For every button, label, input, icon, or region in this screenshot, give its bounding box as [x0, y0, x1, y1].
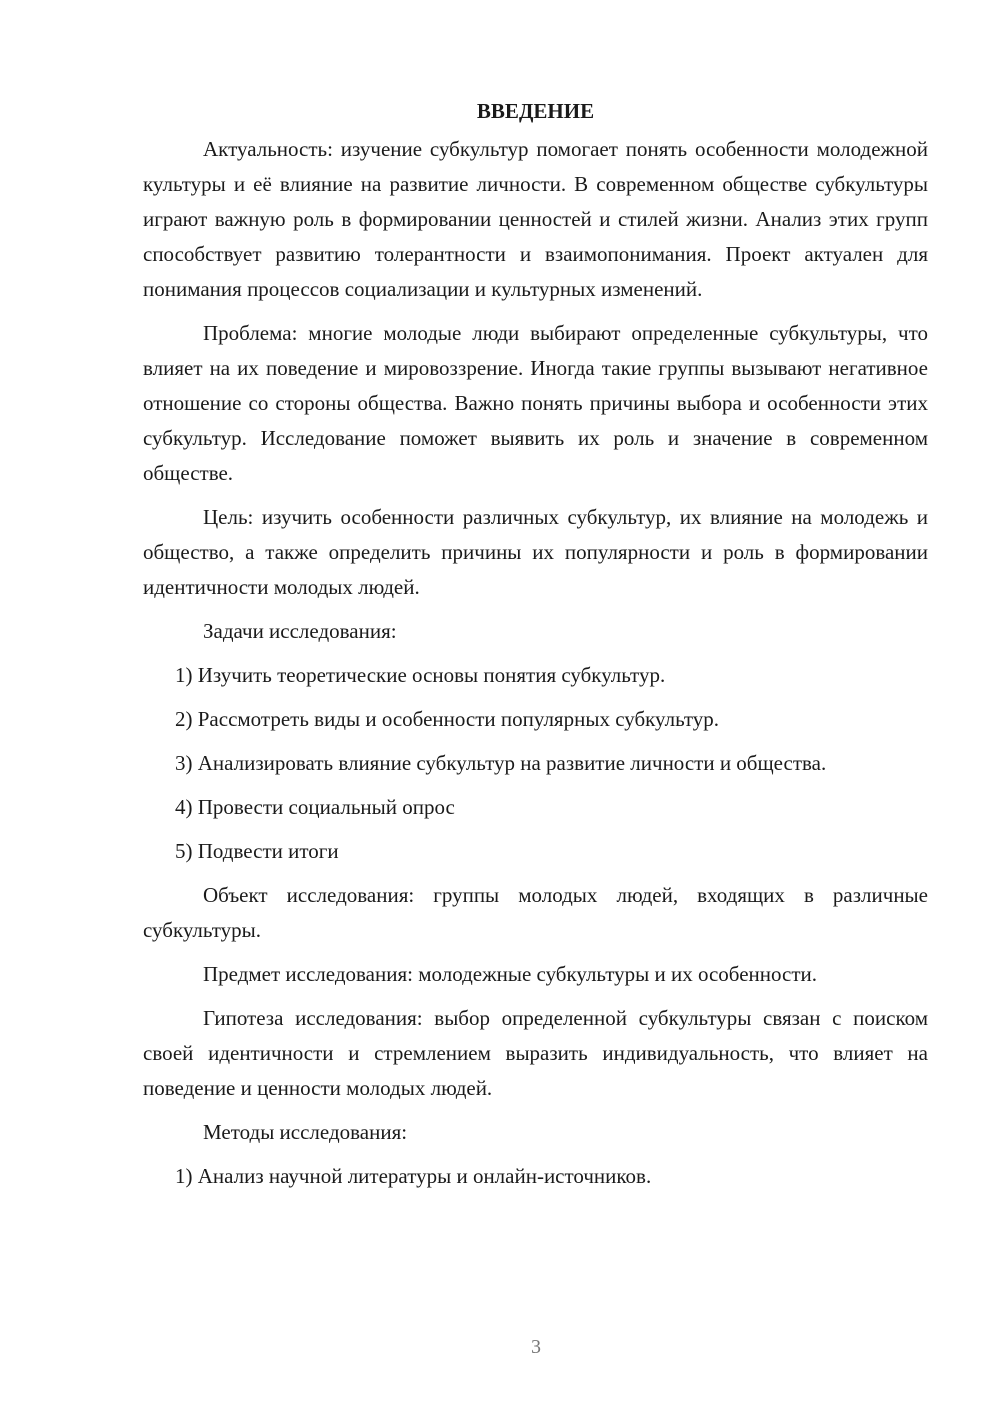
task-item-4: 4) Провести социальный опрос — [175, 795, 455, 819]
section-heading: ВВЕДЕНИЕ — [476, 99, 595, 123]
relevance-paragraph: Актуальность: изучение субкультур помогает понять особенности молодежной культуры и её влияние на развитие личности. В современном обществе субкультуры играют важную роль в формировании ценностей и стилей жизни. Анализ этих групп способствует развитию толерантности и взаимопонимания. Проект актуален для понимания процессов социализации и культурных изменений. — [143, 137, 928, 301]
method-item-1: 1) Анализ научной литературы и онлайн-источников. — [175, 1164, 652, 1188]
hypothesis-paragraph: Гипотеза исследования: выбор определенной субкультуры связан с поиском своей идентичности и стремлением выразить индивидуальность, что влияет на поведение и ценности молодых людей. — [143, 1006, 928, 1100]
goal-paragraph: Цель: изучить особенности различных субкультур, их влияние на молодежь и общество, а также определить причины их популярности и роль в формировании идентичности молодых людей. — [143, 505, 928, 599]
task-item-3: 3) Анализировать влияние субкультур на развитие личности и общества. — [175, 751, 827, 775]
task-item-5: 5) Подвести итоги — [175, 839, 339, 863]
subject-paragraph: Предмет исследования: молодежные субкультуры и их особенности. — [203, 962, 818, 986]
object-paragraph: Объект исследования: группы молодых людей, входящих в различные субкультуры. — [143, 883, 928, 942]
page-content — [143, 96, 928, 1203]
problem-paragraph: Проблема: многие молодые люди выбирают определенные субкультуры, что влияет на их поведение и мировоззрение. Иногда такие группы вызывают негативное отношение со стороны общества. Важно понять причины выбора и особенности этих субкультур. Исследование поможет выявить их роль и значение в современном обществе. — [143, 321, 928, 485]
task-item-1: 1) Изучить теоретические основы понятия субкультур. — [175, 663, 666, 687]
methods-title: Методы исследования: — [203, 1120, 408, 1144]
tasks-title: Задачи исследования: — [203, 619, 397, 643]
page-number: 3 — [531, 1336, 541, 1358]
task-item-2: 2) Рассмотреть виды и особенности популярных субкультур. — [175, 707, 720, 731]
